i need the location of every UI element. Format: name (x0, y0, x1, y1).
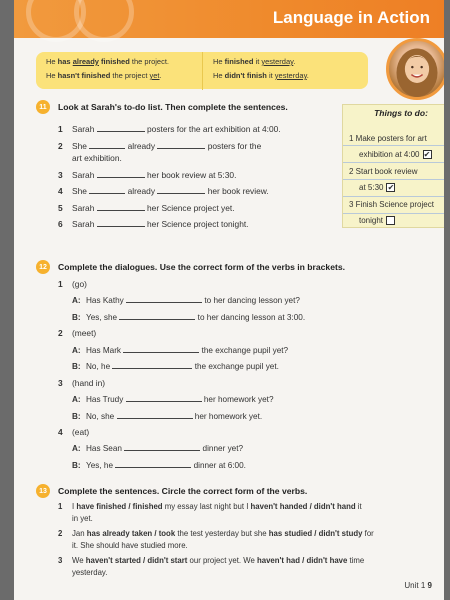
todo-item-text: 2 Start book review (349, 167, 418, 176)
answer-blank[interactable] (97, 203, 145, 211)
answer-blank[interactable] (157, 141, 205, 149)
checkbox-checked-icon[interactable]: ✔ (423, 150, 431, 160)
grammar-example: He didn't finish it yesterday. (213, 71, 309, 80)
answer-blank[interactable] (112, 361, 192, 369)
dialogue-header: 4 (eat) (58, 427, 90, 437)
avatar (386, 38, 444, 100)
answer-blank[interactable] (89, 186, 125, 194)
banner-decoration (74, 0, 134, 42)
dialogue-header: 2 (meet) (58, 328, 97, 338)
exercise-sentence: 1 I have finished / finished my essay last night but I haven't handed / didn't hand it (58, 502, 362, 511)
grammar-example: He hasn't finished the project yet. (46, 71, 162, 80)
dialogue-line-a: A: Has Trudy her homework yet? (72, 395, 274, 404)
answer-blank[interactable] (124, 443, 200, 451)
girl-portrait-icon (389, 41, 444, 97)
dialogue-line-b: B: Yes, he dinner at 6:00. (72, 461, 246, 470)
exercise-sentence-continuation: yesterday. (72, 568, 108, 577)
exercise-sentence: 6 Sarah her Science project tonight. (58, 219, 249, 229)
exercise-sentence: 1 Sarah posters for the art exhibition at 4:00. (58, 124, 281, 134)
verb-choice[interactable]: haven't had / didn't have (256, 556, 348, 565)
answer-blank[interactable] (119, 312, 195, 320)
verb-choice[interactable]: haven't handed / didn't hand (250, 502, 356, 511)
dialogue-line-b: B: No, she her homework yet. (72, 412, 263, 421)
grammar-example: He finished it yesterday. (213, 57, 296, 66)
todo-item-text: exhibition at 4:00 ✔ (359, 150, 431, 160)
section-title: Language in Action (272, 8, 430, 27)
exercise-sentence: 5 Sarah her Science project yet. (58, 203, 235, 213)
todo-item-text: 1 Make posters for art (349, 134, 427, 143)
dialogue-line-a: A: Has Sean dinner yet? (72, 444, 244, 453)
todo-item-text: tonight (359, 216, 395, 225)
answer-blank[interactable] (123, 345, 199, 353)
dialogue-line-a: A: Has Mark the exchange pupil yet? (72, 346, 289, 355)
answer-blank[interactable] (157, 186, 205, 194)
checkbox-empty-icon[interactable] (386, 216, 395, 225)
todo-list-title: Things to do: (374, 108, 428, 118)
verb-choice[interactable]: have finished / finished (76, 502, 163, 511)
workbook-page (14, 0, 444, 600)
answer-blank[interactable] (89, 141, 125, 149)
answer-blank[interactable] (115, 460, 191, 468)
verb-choice[interactable]: haven't started / didn't start (85, 556, 188, 565)
note-rule (343, 145, 444, 146)
dialogue-line-b: B: Yes, she to her dancing lesson at 3:00. (72, 313, 306, 322)
todo-item-text: 3 Finish Science project (349, 200, 434, 209)
exercise-sentence-continuation: it. She should have studied more. (72, 541, 188, 550)
grammar-column-present-perfect (36, 52, 202, 90)
verb-choice[interactable]: has studied / didn't study (268, 529, 363, 538)
exercise-sentence-continuation: art exhibition. (72, 153, 122, 163)
exercise-sentence: 2 Jan has already taken / took the test yesterday but she has studied / didn't study for (58, 529, 374, 538)
page-footer (404, 581, 432, 590)
exercise-instruction: Look at Sarah's to-do list. Then complete the sentences. (58, 102, 288, 112)
answer-blank[interactable] (97, 170, 145, 178)
dialogue-header: 3 (hand in) (58, 378, 106, 388)
answer-blank[interactable] (126, 394, 202, 402)
exercise-instruction: Complete the dialogues. Use the correct form of the verbs in brackets. (58, 262, 346, 272)
exercise-number: 11 (36, 100, 50, 114)
dialogue-line-a: A: Has Kathy to her dancing lesson yet? (72, 296, 300, 305)
exercise-number: 12 (36, 260, 50, 274)
todo-list-note (342, 104, 444, 228)
answer-blank[interactable] (126, 295, 202, 303)
dialogue-line-b: B: No, he the exchange pupil yet. (72, 362, 279, 371)
exercise-instruction: Complete the sentences. Circle the correct form of the verbs. (58, 486, 308, 496)
page-number: 9 (427, 581, 432, 590)
answer-blank[interactable] (97, 124, 145, 132)
exercise-number: 13 (36, 484, 50, 498)
dialogue-header: 1 (go) (58, 279, 87, 289)
exercise-sentence: 3 We haven't started / didn't start our project yet. We haven't had / didn't have time (58, 556, 365, 565)
exercise-sentence-continuation: in yet. (72, 514, 93, 523)
exercise-sentence: 2 She already posters for the (58, 141, 262, 151)
note-rule (343, 162, 444, 163)
checkbox-checked-icon[interactable]: ✔ (387, 183, 395, 193)
grammar-box (36, 52, 368, 89)
note-rule (343, 213, 444, 214)
todo-item-text: at 5:30 ✔ (359, 183, 395, 193)
note-rule (343, 196, 444, 197)
answer-blank[interactable] (117, 411, 193, 419)
unit-label: Unit 1 (404, 581, 426, 590)
verb-choice[interactable]: has already taken / took (86, 529, 176, 538)
exercise-sentence: 4 She already her book review. (58, 186, 269, 196)
grammar-example: He has already finished the project. (46, 57, 170, 66)
answer-blank[interactable] (97, 219, 145, 227)
section-banner (14, 0, 444, 38)
grammar-column-past-simple (202, 52, 368, 90)
note-rule (343, 179, 444, 180)
exercise-sentence: 3 Sarah her book review at 5:30. (58, 170, 237, 180)
